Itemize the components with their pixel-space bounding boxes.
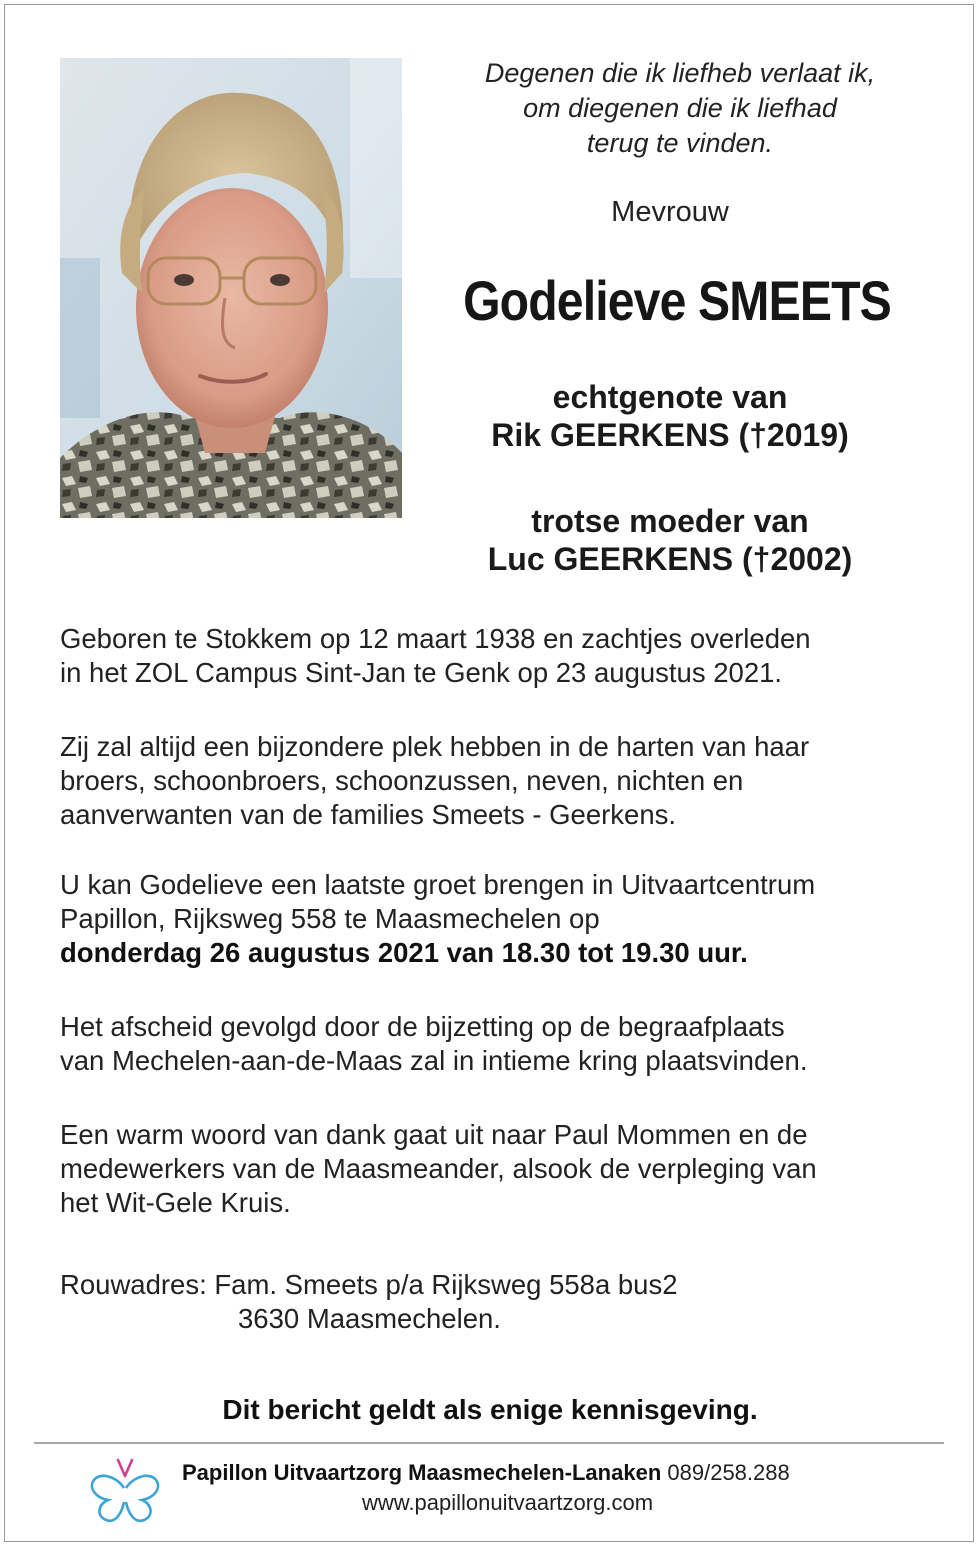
memorial-quote bbox=[420, 56, 940, 161]
address-line: 3630 Maasmechelen. bbox=[238, 1303, 501, 1334]
paragraph-line: het Wit-Gele Kruis. bbox=[60, 1187, 291, 1218]
deceased-name: Godelieve SMEETS bbox=[463, 269, 891, 332]
quote-line: Degenen die ik liefheb verlaat ik, bbox=[484, 58, 876, 88]
footer-divider bbox=[34, 1442, 944, 1444]
paragraph-line: in het ZOL Campus Sint-Jan te Genk op 23 augustus 2021. bbox=[60, 657, 783, 688]
paragraph-line: Een warm woord van dank gaat uit naar Paul Mommen en de bbox=[60, 1119, 808, 1150]
paragraph-line: broers, schoonbroers, schoonzussen, neven, nichten en bbox=[60, 765, 744, 796]
visitation-time: donderdag 26 augustus 2021 van 18.30 tot 19.30 uur. bbox=[60, 937, 748, 968]
funeral-home-phone: 089/258.288 bbox=[667, 1460, 790, 1485]
relation-spouse bbox=[420, 378, 920, 454]
relation-name: Luc GEERKENS (†2002) bbox=[487, 541, 853, 577]
relation-son bbox=[420, 502, 920, 578]
birth-death-paragraph bbox=[60, 622, 940, 690]
paragraph-line: U kan Godelieve een laatste groet brengen in Uitvaartcentrum bbox=[60, 869, 816, 900]
relation-role: echtgenote van bbox=[552, 379, 788, 415]
relation-role: trotse moeder van bbox=[531, 503, 809, 539]
butterfly-logo-icon bbox=[86, 1454, 164, 1532]
portrait-photo bbox=[60, 58, 402, 518]
notice-statement: Dit bericht geldt als enige kennisgeving. bbox=[222, 1394, 758, 1425]
paragraph-line: Papillon, Rijksweg 558 te Maasmechelen op bbox=[60, 903, 600, 934]
relation-name: Rik GEERKENS (†2019) bbox=[491, 417, 849, 453]
address-line: Rouwadres: Fam. Smeets p/a Rijksweg 558a bus2 bbox=[60, 1269, 678, 1300]
quote-line: om diegenen die ik liefhad bbox=[523, 93, 837, 123]
salutation: Mevrouw bbox=[611, 196, 729, 228]
paragraph-line: van Mechelen-aan-de-Maas zal in intieme kring plaatsvinden. bbox=[60, 1045, 808, 1076]
paragraph-line: aanverwanten van de families Smeets - Geerkens. bbox=[60, 799, 676, 830]
visitation-paragraph bbox=[60, 868, 940, 970]
paragraph-line: medewerkers van de Maasmeander, alsook de verpleging van bbox=[60, 1153, 817, 1184]
funeral-home-name: Papillon Uitvaartzorg Maasmechelen-Lanaken bbox=[182, 1460, 662, 1485]
funeral-home-contact bbox=[182, 1460, 790, 1486]
paragraph-line: Zij zal altijd een bijzondere plek hebben in de harten van haar bbox=[60, 731, 810, 762]
quote-line: terug te vinden. bbox=[586, 128, 774, 158]
paragraph-line: Het afscheid gevolgd door de bijzetting op de begraafplaats bbox=[60, 1011, 785, 1042]
funeral-home-website[interactable]: www.papillonuitvaartzorg.com bbox=[362, 1490, 654, 1515]
mourning-address bbox=[60, 1268, 678, 1336]
thanks-paragraph bbox=[60, 1118, 940, 1220]
farewell-paragraph bbox=[60, 1010, 940, 1078]
family-paragraph bbox=[60, 730, 940, 832]
paragraph-line: Geboren te Stokkem op 12 maart 1938 en zachtjes overleden bbox=[60, 623, 811, 654]
